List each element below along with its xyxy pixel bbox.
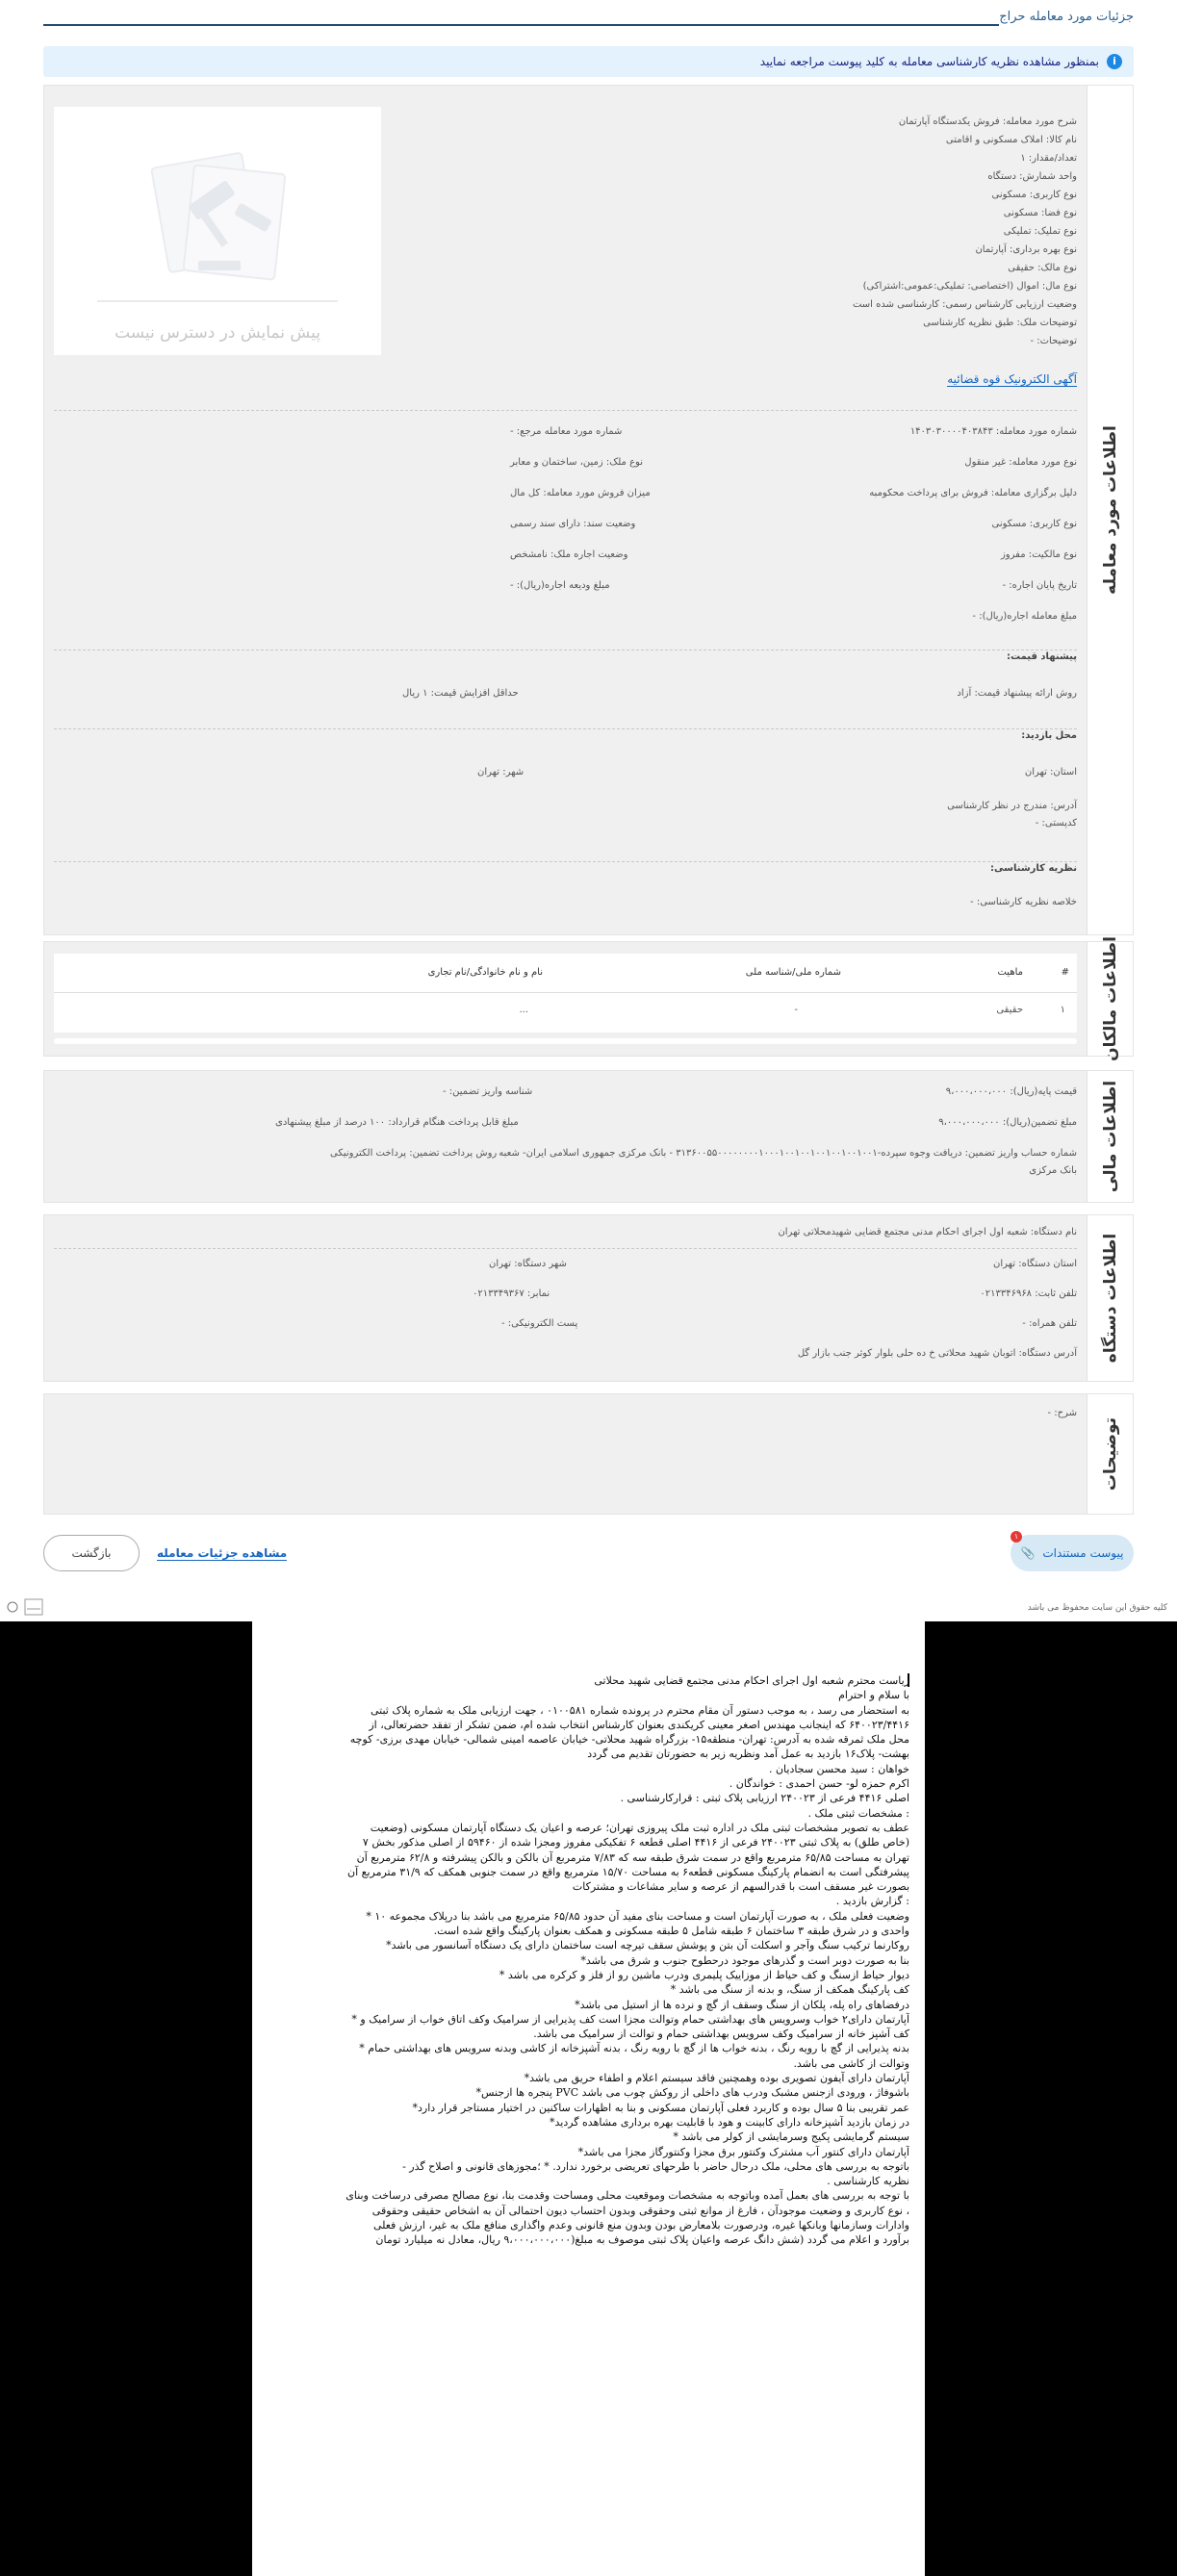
desc-line: نوع بهره برداری: آپارتمان: [975, 244, 1077, 255]
report-line: آپارتمان دارای آیفون تصویری بوده وهمچنین فاقد سیستم اعلام و اطفاء حریق می باشد*: [524, 2072, 909, 2085]
report-line: خواهان : سید محسن سجادیان .: [768, 1762, 909, 1775]
report-line: آپارتمان دارای کنتور آب مشترک وکنتور برق مجزا وکنتورگاز مجزا می باشد*: [577, 2145, 909, 2158]
report-line: بدنه پذیرایی از گچ با رویه رنگ ، بدنه خواب ها از گچ با رویه رنگ ، بدنه آشپزخانه از کاشی وبدنه سرویس های بهداشتی حمام *: [359, 2042, 909, 2055]
finance-section-label: اطلاعات مالی: [1100, 1080, 1120, 1193]
attachment-count-badge: ۱: [1011, 1531, 1022, 1543]
price-min-increase: حداقل افزایش قیمت: ۱ ریال: [402, 688, 519, 699]
desc-line: نوع مال: اموال (اختصاصی: تملیکی:عمومی:اشتراکی): [862, 281, 1077, 292]
report-line: واحدی و در شرق طبقه ۳ ساختمان ۶ طبقه شامل ۵ طبقه مسکونی و همکف بعنوان پارکینگ واقع شده است.: [433, 1925, 909, 1938]
desc-line: شرح مورد معامله: فروش یکدستگاه آپارتمان: [898, 116, 1077, 127]
report-line: کف پارکینگ همکف از سنگ، و بدنه از سنگ می باشد *: [670, 1983, 909, 1997]
deposit-id: شناسه واریز تضمین: -: [443, 1086, 533, 1097]
report-line: برآورد و اعلام می گردد (شش دانگ عرصه واعیان پلاک ثبتی موصوف به مبلغ(۹،۰۰۰،۰۰۰،۰۰۰ ریال، معادل نه میلیارد تومان: [375, 2233, 909, 2247]
field: شماره مورد معامله مرجع: -: [510, 426, 623, 437]
office-city: شهر دستگاه: تهران: [489, 1259, 567, 1269]
field: شماره مورد معامله: ۱۴۰۳۰۳۰۰۰۰۴۰۳۸۴۳: [909, 426, 1077, 437]
desc-line: توضیحات ملک: طبق نظریه کارشناسی: [923, 318, 1077, 328]
document-viewer: [0, 1621, 1177, 2576]
divider: [54, 1248, 1077, 1249]
base-price: قیمت پایه(ریال): ۹،۰۰۰،۰۰۰،۰۰۰: [945, 1086, 1077, 1097]
report-line: ۶۴۰۰۲۳/۴۴۱۶ که اینجانب مهندس اصغر معینی کریکندی بعنوان کارشناس انتخاب شده ام، ضمن تشکر از تفقد حضرتعالی، از: [369, 1718, 909, 1731]
paperclip-icon: 📎: [1020, 1546, 1036, 1560]
field: مبلغ معامله اجاره(ریال): -: [972, 611, 1077, 622]
report-line: به استحضار می رسد ، به موجب دستور آن مقام محترم در پرونده شماره ۰۱۰۰۵۸۱ ، جهت ارزیابی ملک به شماره پلاک ثبتی: [370, 1703, 909, 1717]
report-line: ، نوع کاربری و وضعیت موجودآن ، فارغ از موانع ثبتی وحقوقی وبدون احتساب دیون احتمالی آن به اشخاص حقیقی وحقوقی: [371, 2204, 909, 2217]
office-email: پست الکترونیکی: -: [501, 1318, 578, 1329]
table-scrollbar[interactable]: [54, 1038, 1077, 1044]
report-line: عطف به تصویر مشخصات ثبتی ملک در اداره ثبت ملک پیروزی تهران؛ عرصه و اعیان یک دستگاه آپارتمان مسکونی (وضعیت: [370, 1821, 909, 1834]
report-line: بنا به صورت دوبر است و گذرهای موجود درحطوح جنوب و شرق می باشد*: [580, 1953, 909, 1967]
report-line: آپارتمان دارای۲ خواب وسرویس های بهداشتی حمام وتوالت مجزا است کف پذیرایی از سرامیک وکف اتاق خواب از سرامیک و *: [351, 2012, 909, 2026]
desc-line: تعداد/مقدار: ۱: [1020, 153, 1077, 164]
report-line: وادارات وسازمانها وبانکها غیره، ودرصورت بلامعارض بودن وبدون منع قانونی وعدم واگذاری منافع ملک به غیر، ارزش فعلی: [372, 2218, 909, 2232]
report-line: پیشرفتگی است به انضمام پارکینگ مسکونی قطعه۶ به مساحت ۱۵/۷۰ مترمربع واقع در سمت جنوبی همکف که ۳۱/۹ مترمربع آن: [346, 1865, 909, 1878]
contract-payment: مبلغ قابل پرداخت هنگام قرارداد: ۱۰۰ درصد از مبلغ پیشنهادی: [275, 1117, 519, 1128]
report-line: وتوالت از کاشی می باشد.: [793, 2056, 909, 2070]
report-line: درفضاهای راه پله، پلکان از سنگ وسقف از گچ و نرده ها از استیل می باشد*: [575, 1998, 909, 2011]
expert-section-title: نظریه کارشناسی:: [985, 863, 1077, 874]
owners-table: [54, 954, 1077, 1033]
office-section: [43, 1214, 1134, 1382]
owner-cell-name: ...: [519, 1005, 528, 1015]
expert-summary: خلاصه نظریه کارشناسی: -: [970, 897, 1077, 907]
report-line: دیوار حیاط ازسنگ و کف حیاط از موزاییک پلیمری ودرب ماشین رو از فلز و کرکره می باشد *: [499, 1968, 909, 1981]
visit-postal: کدپستی: -: [1035, 818, 1077, 829]
report-line: تهران به مساحت ۶۵/۸۵ مترمربع واقع در سمت شرق طبقه سه که ۷/۸۳ مترمربع آن بالکن و بالکن پیشرفته و ۶۲/۸ مترمربع آن: [356, 1850, 909, 1864]
electronic-ad-link[interactable]: آگهی الکترونیک قوه قضائیه: [947, 372, 1077, 386]
divider: [54, 861, 1077, 862]
report-line: : گزارش بازدید .: [835, 1895, 909, 1908]
report-line: با سلام و احترام: [838, 1689, 909, 1702]
visit-province: استان: تهران: [1024, 767, 1077, 778]
attachment-button[interactable]: [1011, 1532, 1134, 1571]
field: نوع کاربری: مسکونی: [991, 519, 1077, 529]
action-bar: [43, 1532, 1134, 1573]
info-icon: i: [1107, 54, 1122, 69]
divider: [54, 410, 1077, 411]
notes-text: شرح: -: [1047, 1408, 1077, 1418]
visit-address: آدرس: مندرج در نظر کارشناسی: [947, 801, 1077, 811]
field: تاریخ پایان اجاره: -: [1002, 580, 1077, 591]
price-section-title: پیشنهاد قیمت:: [1001, 651, 1077, 662]
report-line: کف آشپز خانه از سرامیک وکف سرویس بهداشتی حمام و توالت از سرامیک می باشد.: [533, 2028, 909, 2041]
header-divider: [43, 24, 999, 26]
report-line: نظریه کارشناسی .: [827, 2175, 909, 2188]
view-details-link[interactable]: مشاهده جزئیات معامله: [157, 1546, 288, 1560]
report-line: وضعیت فعلی ملک ، به صورت آپارتمان است و مساحت بنای مفید آن حدود ۶۵/۸۵ مترمربع می باشد بنا درپلاک مجموعه ۱۰ *: [366, 1909, 909, 1923]
desc-line: وضعیت ارزیابی کارشناس رسمی: کارشناسی شده است: [852, 299, 1077, 310]
visit-city: شهر: تهران: [477, 767, 525, 778]
owners-section-sidebar: [1087, 936, 1133, 1061]
back-button[interactable]: بازگشت: [43, 1535, 140, 1571]
office-section-label: اطلاعات دستگاه: [1100, 1233, 1120, 1364]
office-province: استان دستگاه: تهران: [993, 1259, 1077, 1269]
page-header: [43, 10, 1134, 31]
table-divider: [54, 992, 1077, 993]
page-footer: [0, 1594, 1177, 1622]
finance-section-sidebar: [1087, 1071, 1133, 1202]
image-placeholder: [54, 107, 381, 355]
field: وضعیت سند: دارای سند رسمی: [510, 519, 636, 529]
visit-section-title: محل بازدید:: [1015, 730, 1077, 741]
desc-line: نوع کاربری: مسکونی: [991, 190, 1077, 200]
report-line: محل ملک ثمرقه شده به آدرس: تهران- منطقه۱۵- بزرگراه شهید محلاتی- خیابان عاصمه امینی شمالی- خیابان مهدی برزی- کوچه: [349, 1733, 909, 1747]
report-line: در زمان بازدید آشپزخانه دارای کابینت و هود با قابلیت بهره برداری مشاهده گردید*: [550, 2115, 909, 2129]
deposit-account: شماره حساب واریز تضمین: دریافت وجوه سپرده-۳۱۳۶۰۰۵۵۰۰۰۰۰۰۰۰۱۰۰۰۱۰۰۱۰۰۱۰۰۱۰۰۱۰۰۱۰۰۱ - بانک مرکزی جمهوری اسلامی ایران- شعبه: [499, 1148, 1077, 1159]
notice-text: بمنظور مشاهده نظریه کارشناسی معامله به کلید پیوست مراجعه نمایید: [759, 55, 1099, 68]
notes-body: [54, 1394, 1077, 1514]
office-mobile: تلفن همراه: -: [1022, 1318, 1077, 1329]
report-line: اکرم حمزه لو- حسن احمدی : خواندگان .: [729, 1777, 909, 1791]
owner-cell-national-id: -: [794, 1005, 798, 1015]
report-line: بصورت غیر مسقف است با قدرالسهم از عرصه و سایر مشاعات و مشترکات: [572, 1880, 909, 1894]
page-title: جزئیات مورد معامله حراج: [999, 10, 1134, 24]
office-name: نام دستگاه: شعبه اول اجرای احکام مدنی مجتمع قضایی شهیدمحلاتی تهران: [778, 1227, 1077, 1237]
office-section-sidebar: [1087, 1215, 1133, 1381]
report-line: ریاست محترم شعبه اول اجرای احکام مدنی مجتمع قضایی شهید محلاتی: [594, 1674, 909, 1687]
desc-line: نوع مالک: حقیقی: [1008, 263, 1077, 273]
notes-section-label: توضیحات: [1100, 1416, 1120, 1492]
report-line: اصلی ۴۴۱۶ فرعی از ۲۴۰۰۲۳ ارزیابی پلاک ثبتی : قرارکارشناسی .: [620, 1792, 909, 1805]
transaction-section-sidebar: [1087, 86, 1133, 934]
field: نوع مورد معامله: غیر منقول: [964, 457, 1077, 468]
owners-body: [54, 942, 1077, 1056]
field: دلیل برگزاری معامله: فروش برای پرداخت محکومبه: [869, 488, 1077, 498]
owners-section-label: اطلاعات مالکان: [1100, 936, 1120, 1061]
desc-line: واحد شمارش: دستگاه: [987, 171, 1077, 182]
desc-line: نوع فضا: مسکونی: [1003, 208, 1077, 218]
report-line: سیستم گرمایشی پکیج وسرمایشی از کولر می باشد *: [673, 2130, 909, 2144]
field: میزان فروش مورد معامله: کل مال: [510, 488, 651, 498]
price-method: روش ارائه پیشنهاد قیمت: آزاد: [957, 688, 1077, 699]
field: وضعیت اجاره ملک: نامشخص: [510, 549, 628, 560]
owners-section: [43, 936, 1134, 1061]
deposit-account-bank: بانک مرکزی: [1029, 1165, 1077, 1176]
report-line: باشوفاژ ، ورودی ازجنس مشبک ودرب های داخلی از روکش چوب می باشد PVC پنجره ها ازجنس*: [475, 2086, 909, 2100]
owner-cell-index: ۱: [1060, 1005, 1065, 1015]
attachment-label: پیوست مستندات: [1042, 1546, 1124, 1560]
payment-method: روش پرداخت تضمین: پرداخت الکترونیکی: [330, 1148, 498, 1159]
finance-section: [43, 1070, 1134, 1203]
field: نوع مالکیت: مفروز: [1000, 549, 1077, 560]
report-line: باتوجه به بررسی های محلی، ملک درحال حاضر با طرحهای تعریضی برخورد ندارد. * ؛مجوزهای قانونی و اصلاح گذر -: [402, 2159, 909, 2173]
notes-section-sidebar: [1087, 1394, 1133, 1514]
col-header-national-id: شماره ملی/شناسه ملی: [745, 967, 841, 978]
guarantee-amount: مبلغ تضمین(ریال): ۹،۰۰۰،۰۰۰،۰۰۰: [938, 1117, 1077, 1128]
field: نوع ملک: زمین، ساختمان و معابر: [510, 457, 643, 468]
office-body: [54, 1215, 1077, 1381]
field: مبلغ ودیعه اجاره(ریال): -: [510, 580, 610, 591]
report-line: بهشت- پلاک۱۶ بازدید به عمل آمد ونظریه زیر به حضورتان تقدیم می گردد: [587, 1747, 909, 1761]
transaction-section: [43, 85, 1134, 935]
image-placeholder-text: پیش نمایش در دسترس نیست: [115, 323, 320, 343]
expert-report-page: [252, 1621, 925, 2576]
owner-cell-type: حقیقی: [996, 1005, 1023, 1015]
report-line: : مشخصات ثبتی ملک .: [807, 1806, 909, 1820]
divider: [54, 728, 1077, 729]
desc-line: توضیحات: -: [1030, 336, 1077, 346]
report-line: عمر تقریبی بنا ۵ سال بوده و کاربرد فعلی آپارتمان مسکونی و بنا به اظهارات ساکنین در اختیار مستاجر قرار دارد*: [412, 2101, 909, 2114]
col-header-index: #: [1061, 967, 1069, 978]
office-phone: تلفن ثابت: ۰۲۱۳۳۴۶۹۶۸: [980, 1288, 1077, 1299]
transaction-section-label: اطلاعات مورد معامله: [1100, 425, 1120, 595]
expert-report-text: [271, 1673, 909, 2248]
gavel-image-icon: [54, 107, 381, 355]
finance-body: [54, 1071, 1077, 1202]
col-header-name: نام و نام خانوادگی/نام تجاری: [427, 967, 543, 978]
footer-copyright: کلیه حقوق این سایت محفوظ می باشد: [1027, 1603, 1167, 1613]
report-line: (خاص طلق) به پلاک ثبتی ۲۴۰۰۲۳ فرعی از ۴۴۱۶ اصلی قطعه ۶ تفکیکی مفروز ومجزا شده از ۵۹۴۶۰ از اصلی مذکور بخش ۷: [362, 1836, 909, 1849]
notes-section: [43, 1393, 1134, 1515]
judiciary-logo-icon: [6, 1595, 64, 1620]
transaction-body: [54, 86, 1077, 934]
report-line: روکارنما ترکیب سنگ وآجر و اسکلت آن بتن و پوشش سقف تیرچه است ساختمان دارای یک دستگاه آسانسور می باشد*: [386, 1939, 909, 1952]
office-address: آدرس دستگاه: اتوبان شهید محلاتی خ ده حلی بلوار کوثر جنب بازار گل: [797, 1348, 1077, 1359]
desc-line: نام کالا: املاک مسکونی و اقامتی: [945, 135, 1077, 145]
col-header-type: ماهیت: [997, 967, 1023, 978]
report-line: با توجه به بررسی های بعمل آمده وباتوجه به مشخصات وموقعیت محلی ومساحت وقدمت بنا، نوع مصالح مصرفی درساخت وبنای: [345, 2189, 909, 2203]
notice-banner: [43, 46, 1134, 77]
desc-line: نوع تملیک: تملیکی: [1003, 226, 1077, 237]
office-fax: نمابر: ۰۲۱۳۳۴۹۳۶۷: [473, 1288, 550, 1299]
